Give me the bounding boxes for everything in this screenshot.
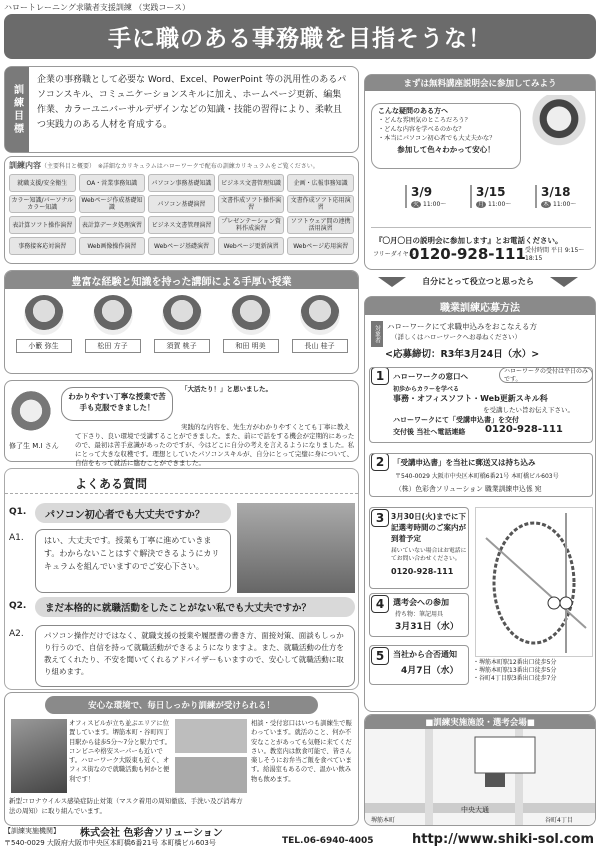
venue-station-1: 堺筋本町 [371,817,396,824]
bubble-title: こんな疑問のある方へ [378,107,448,115]
course-item: 事務接客応対演習 [9,237,76,255]
goal-tag: 訓練目標 [5,67,29,152]
step-3-number: 3 [371,509,389,527]
step-4-title: 選考会への参加 [393,598,449,607]
seminar-date [535,185,585,208]
course-item: 表計算ソフト操作演習 [9,216,76,234]
step-1-course: 事務・オフィスソフト・Web更新スキル科 [393,394,548,403]
step-1-a: 初歩からカラーを学べる [393,386,460,393]
seminar-time: 11:00〜 [423,201,447,208]
q2-label: Q2. [9,601,27,611]
course-item: プレゼンテーション資料作成演習 [218,216,285,234]
access-item: ・堺筋本町駅12番出口徒歩5分 [473,659,557,666]
seminar-date-day: 3/15 [476,185,506,199]
goal-text: 企業の事務職として必要な Word、Excel、PowerPoint 等の汎用性のあるパソコンスキル、コミュニケーションスキルに加え、ホームページ更新、編集作業、カラーユニバーサルデザインなどの知識・技能の習得により、柔軟且つ実践力のある人材を育成する。 [37,75,347,130]
teacher-name: 長山 桂子 [292,339,348,353]
step-5-date: 4月7日（水） [401,666,459,676]
teachers-box [4,270,359,374]
header-subtitle: ハロートレーニング求職者支援訓練 （実践コース） [4,3,190,12]
answer-2: パソコン操作だけではなく、就職支援の授業や履歴書の書き方、面接対策、面談もしっかり行うので、自信を持って就職活動ができるようになりますよ。また、就職活動の仕方を教えてくれたり、不安を聞いてくれるアドバイザーもいますので、安心して就職活動に取り組めます。 [35,625,355,687]
teacher-name: 松田 方子 [85,339,141,353]
route-map-svg [476,508,594,658]
bubble-item-2: ・どんな内容を学べるのかな？ [378,126,465,133]
tollfree-label-1: フリーダイヤル [373,251,415,258]
seminar-date [405,185,455,208]
teacher-card [290,295,350,353]
step-4-date: 3月31日（水） [395,622,459,632]
seminar-time: 11:00〜 [553,201,577,208]
footer [4,826,596,850]
arrow-down-icon [550,277,578,287]
a1-label: A1. [9,533,24,543]
apply-title: 職業訓練応募方法 [365,297,595,315]
faq-title: よくある質問 [75,477,148,491]
training-goal-box [4,66,359,153]
course-item: 文書作成ソフト操作演習 [218,195,285,213]
graduate-illustration [11,391,51,435]
question-1: パソコン初心者でも大丈夫ですか？ [35,503,231,523]
course-item: 就職支援/安全衛生 [9,174,76,192]
main-title-banner: 手に職のある事務職を目指そうな！ [4,14,596,59]
course-item: Webページ作成基礎知識 [79,195,146,213]
step-1-number: 1 [371,367,389,385]
course-item: Webページ更新演習 [218,237,285,255]
covid-text: 新型コロナウイルス感染症防止対策（マスク着用の周知徹底、手洗い及び消毒方法の周知）に取り組んでいます。 [9,797,243,815]
step-5-title: 当社から合否通知 [393,650,457,659]
teacher-card [83,295,143,353]
step-2-title: 「受講申込書」を当社に郵送又は持ち込み [393,458,536,467]
access-list [473,659,556,683]
voice-text: 実践的な内容を、先生方がわかりやすくとても丁寧に教えて下さり、良い環境で受講することができました。また、前にで話をする機会が定期的にあったので、最初は苦手意識があったのですが、今はどこに自分の考えを言えるようになりました。私にとって大きな収穫です。理想としていたパソコンスキルが、自分にとって完璧に身について、自信をもって就活に臨むことができました。 [75,423,355,467]
step-3-note: 届いていない場合はお電話にてお問い合わせください。 [391,548,467,562]
teacher-photo [162,295,202,335]
course-item: カラー知識/パーソナルカラー知識 [9,195,76,213]
access-item: ・堺筋本町駅13番出口徒歩5分 [473,667,557,674]
apply-lead-2: （詳しくはハローワークへお尋ねください） [391,333,521,341]
location-text: オフィスビルが立ち並ぶエリアに位置しています。堺筋本町・谷町四丁目駅から徒歩5分〜7分と駅力です。コンビニや格安スーパーも近いです。ハローワーク大阪東も近く、オフィス街なので就職活動も何かと便利です！ [69,720,171,783]
course-item: パソコン基礎演習 [148,195,215,213]
faq-divider [5,493,358,494]
seminar-date-day: 3/18 [541,185,571,199]
step-1-c: を受講したい旨お伝え下さい。 [483,406,574,414]
target-tag: 対象者 [371,321,383,347]
course-item: OA・営業事務知識 [79,174,146,192]
teacher-photo [93,295,133,335]
course-note: ※詳細なカリキュラムはハローワークで配布の訓練カリキュラムをご覧ください。 [97,163,319,170]
course-subtitle: （主要科目と概要） [41,163,96,170]
apply-lead: ハローワークにて求職申込みをおこなえる方 [387,322,537,331]
apply-deadline: <応募締切：R3年3月24日（水）> [385,349,540,360]
step-1-d: ハローワークにて「受講申込書」を交付 [393,416,519,424]
course-item: パソコン事務基礎知識 [148,174,215,192]
seminar-date-day: 3/9 [411,185,433,199]
building-photo [11,719,67,793]
course-item: ビジネス文書管理演習 [148,216,215,234]
weekday-badge: 木 [543,201,550,208]
teacher-photo [300,295,340,335]
graduate-voice-box [4,380,359,467]
teacher-card [14,295,74,353]
seminar-phone: 0120-928-111 [409,245,526,263]
bubble-item-3: ・本当にパソコン初心者でも大丈夫かな？ [378,135,496,142]
environment-title: 安心な環境で、毎日しっかり訓練が受けられる！ [45,696,318,714]
support-text: 相談・受付窓口はいつも訓練生で賑わっています。就活のこと、何か不安なことがあっても気軽に来てください。教室内は飲食可能で、皆さん楽しそうにお弁当ご飯を食べています。給湯室もあるので、温かい飲み物も飲めます。 [251,720,352,783]
step-4-number: 4 [371,595,389,613]
bubble-end: 参加して色々わかって安心！ [397,145,495,154]
venue-station-2: 谷町4丁目 [545,817,573,824]
office-photo-1 [175,719,247,753]
graduate-quote: わかりやすい丁寧な授業で苦手も克服できました！ [61,387,173,421]
seminar-dates [405,185,585,208]
teacher-name: 和田 明美 [223,339,279,353]
teacher-card [152,295,212,353]
bridge-row [378,276,578,287]
footer-tel: TEL.06-6940-4005 [282,836,374,846]
faq-box [4,468,359,690]
seminar-time: 11:00〜 [488,201,512,208]
weekday-badge: 月 [478,201,485,208]
footer-address: 〒540-0029 大阪府大阪市中央区本町橋6番21号 本町橋ビル603号 [4,839,216,847]
teacher-card [221,295,281,353]
teacher-name: 小籔 弥生 [16,339,72,353]
course-item: ソフトウェア間の連携活用演習 [287,216,354,234]
step-2-number: 2 [371,453,389,471]
seminar-hours: 受付時間 平日 9:15〜18:15 [525,247,585,262]
step-2-company: （株）色彩舎ソリューション 職業訓練申込係 宛 [395,485,542,493]
course-item: 文書作成ソフト応用演習 [287,195,354,213]
teachers-row [5,289,358,353]
question-2: まだ本格的に就職活動をしたことがない私でも大丈夫ですか？ [35,597,355,617]
teacher-photo [24,295,64,335]
graduate-name: 修了生 M.I さん [9,442,59,450]
application-box [364,296,596,712]
access-item: ・谷町4丁目駅3番出口徒歩7分 [473,675,557,682]
venue-title: ■訓練実施施設・選考会場■ [365,715,595,729]
seminar-divider [371,227,591,228]
answer-1: はい、大丈夫です。授業も丁寧に進めていきます。わからないことはすぐ解決できるようにカリキュラムを組んでいますのでご安心下さい。 [35,529,231,593]
step-5-number: 5 [371,647,389,665]
step-1-title: ハローワークの窓口へ [393,372,468,381]
course-title: 訓練内容 [9,161,41,170]
seminar-box [364,74,596,270]
classroom-photo [237,503,355,593]
step-4-sub: 持ち物：筆記用具 [395,611,444,618]
office-photo-2 [175,757,247,793]
course-content-box [4,156,359,264]
q1-label: Q1. [9,507,27,517]
weekday-badge: 火 [413,201,420,208]
teacher-name: 須賀 桃子 [154,339,210,353]
course-grid [9,174,354,255]
venue-box [364,714,596,826]
step-1-phone: 0120-928-111 [485,424,563,435]
teachers-title: 豊富な経験と知識を持った講師による手厚い授業 [5,271,358,289]
arrow-down-icon [378,277,406,287]
seminar-call: 『〇月〇日の説明会に参加します』とお電話ください。 [375,236,563,245]
staff-photo [527,95,591,169]
voice-lead: 「大活たり！」と思いました。 [181,385,272,393]
step-1-note: ハローワークの受付は平日のみです。 [499,367,593,383]
footer-label: 【訓練実施機関】 [4,827,60,835]
footer-url[interactable]: http://www.shiki-sol.com [412,832,595,847]
step-3-phone: 0120-928-111 [391,567,454,576]
course-item: Web画像操作演習 [79,237,146,255]
course-item: 表計算データ処理演習 [79,216,146,234]
seminar-bubble [371,103,521,169]
seminar-title: まずは無料講座説明会に参加してみよう [365,75,595,91]
bridge-text: 自分にとって役立つと思ったら [422,277,534,286]
course-item: ビジネス文書管理知識 [218,174,285,192]
step-1-e: 交付後 当社へ電話連絡 [393,428,466,436]
teacher-photo [231,295,271,335]
a2-label: A2. [9,629,24,639]
footer-company: 株式会社 色彩舎ソリューション [80,828,223,839]
environment-box [4,692,359,826]
route-map [475,507,593,657]
bubble-item-1: ・どんな雰囲気のところだろう？ [378,117,471,124]
venue-road: 中央大通 [461,806,489,814]
step-3-title: 3月30日(火)までに下記選考時間のご案内が到着予定 [391,512,467,543]
seminar-date [470,185,520,208]
course-item: Webページ基礎演習 [148,237,215,255]
step-2-address: 〒540-0029 大阪市中央区本町橋6番21号 本町橋ビル603号 [395,473,559,480]
course-item: Webページ応用演習 [287,237,354,255]
course-item: 企画・広報事務知識 [287,174,354,192]
